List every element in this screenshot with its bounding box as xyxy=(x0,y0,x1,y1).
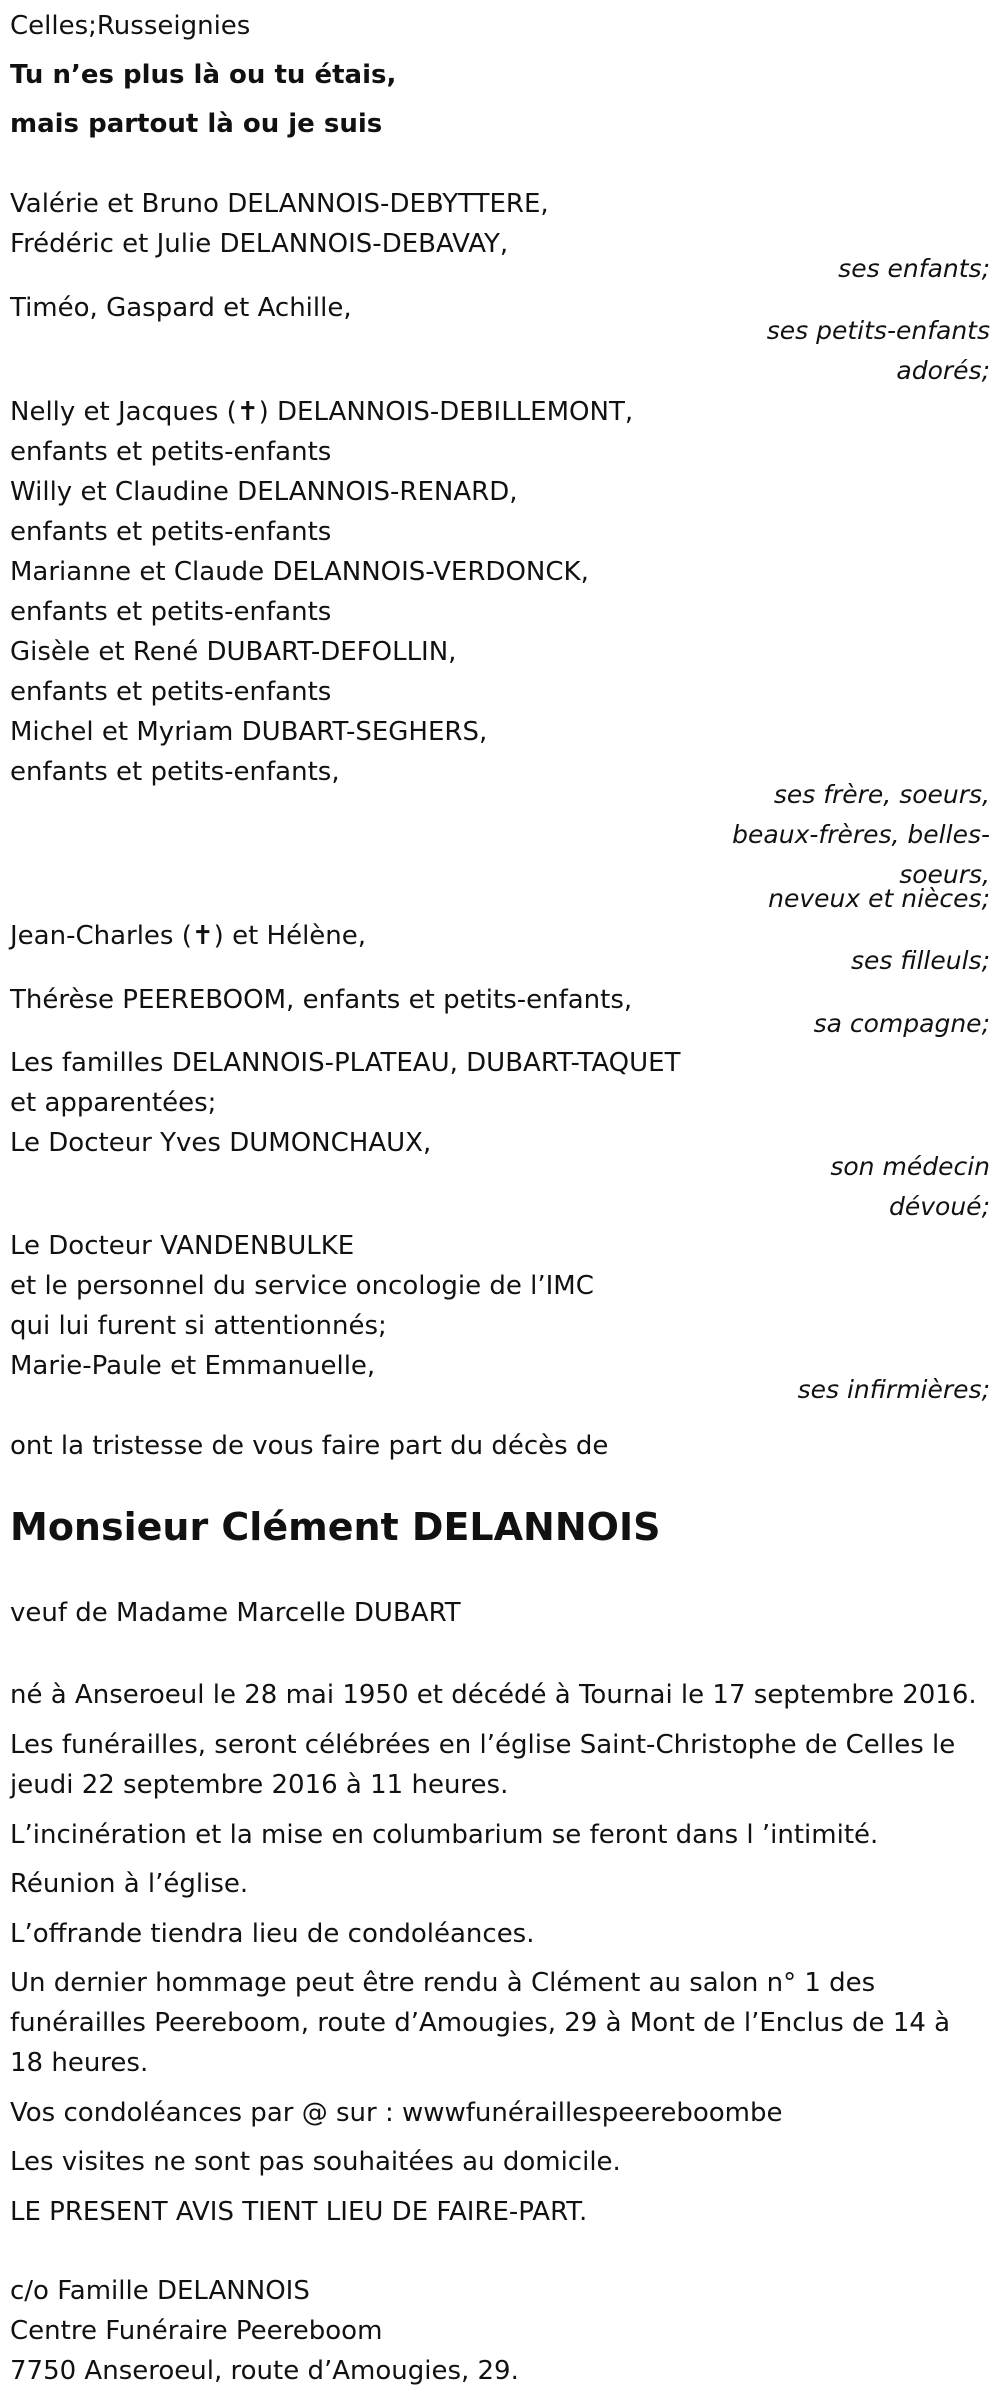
birth-death-line: né à Anseroeul le 28 mai 1950 et décédé à Tournai le 17 septembre 2016. xyxy=(10,1680,977,1710)
contact-line-2: Centre Funéraire Peereboom xyxy=(10,2316,383,2346)
nurses-line: Marie-Paule et Emmanuelle, xyxy=(10,1351,376,1381)
siblings-role-line-1: ses frère, soeurs, xyxy=(773,780,990,809)
quote-line-2: mais partout là ou je suis xyxy=(10,109,383,139)
doctor-role-line-2: dévoué; xyxy=(889,1192,990,1221)
siblings-line-9: Michel et Myriam DUBART-SEGHERS, xyxy=(10,717,488,747)
staff-line-3: qui lui furent si attentionnés; xyxy=(10,1311,387,1341)
visits-line: Les visites ne sont pas souhaitées au domicile. xyxy=(10,2147,621,2177)
homage-line-3: 18 heures. xyxy=(10,2048,149,2078)
homage-line-1: Un dernier hommage peut être rendu à Clément au salon n° 1 des xyxy=(10,1968,876,1998)
quote-line-1: Tu n’es plus là ou tu étais, xyxy=(10,60,397,90)
grandchildren-line: Timéo, Gaspard et Achille, xyxy=(10,293,352,323)
funeral-line-2: jeudi 22 septembre 2016 à 11 heures. xyxy=(10,1770,509,1800)
siblings-line-10: enfants et petits-enfants, xyxy=(10,757,340,787)
homage-line-2: funérailles Peereboom, route d’Amougies, 29 à Mont de l’Enclus de 14 à xyxy=(10,2008,951,2038)
companion-role: sa compagne; xyxy=(813,1009,990,1038)
children-line-2: Frédéric et Julie DELANNOIS-DEBAVAY, xyxy=(10,229,509,259)
nurses-role: ses infirmières; xyxy=(797,1375,990,1404)
deceased-name: Monsieur Clément DELANNOIS xyxy=(10,1505,661,1549)
children-line-1: Valérie et Bruno DELANNOIS-DEBYTTERE, xyxy=(10,189,549,219)
funeral-line-1: Les funérailles, seront célébrées en l’église Saint-Christophe de Celles le xyxy=(10,1730,956,1760)
widower-line: veuf de Madame Marcelle DUBART xyxy=(10,1598,461,1628)
godchildren-role: ses filleuls; xyxy=(850,946,990,975)
meeting-line: Réunion à l’église. xyxy=(10,1869,249,1899)
families-line-2: et apparentées; xyxy=(10,1088,217,1118)
godchildren-line: Jean-Charles (✝) et Hélène, xyxy=(10,921,367,951)
cremation-line: L’incinération et la mise en columbarium se feront dans l ’intimité. xyxy=(10,1820,879,1850)
staff-line-2: et le personnel du service oncologie de l’IMC xyxy=(10,1271,594,1301)
siblings-role-line-2: beaux-frères, belles- xyxy=(732,820,990,849)
families-line-1: Les familles DELANNOIS-PLATEAU, DUBART-TAQUET xyxy=(10,1048,681,1078)
grandchildren-role-line-1: ses petits-enfants xyxy=(766,316,990,345)
siblings-line-3: Willy et Claudine DELANNOIS-RENARD, xyxy=(10,477,518,507)
announcement-intro: ont la tristesse de vous faire part du décès de xyxy=(10,1431,609,1461)
condolences-line: Vos condoléances par @ sur : wwwfunéraillespeereboombe xyxy=(10,2098,783,2128)
siblings-line-2: enfants et petits-enfants xyxy=(10,437,332,467)
contact-line-1: c/o Famille DELANNOIS xyxy=(10,2276,310,2306)
offering-line: L’offrande tiendra lieu de condoléances. xyxy=(10,1919,535,1949)
staff-line-1: Le Docteur VANDENBULKE xyxy=(10,1231,355,1261)
notice-line: LE PRESENT AVIS TIENT LIEU DE FAIRE-PART. xyxy=(10,2197,588,2227)
siblings-line-4: enfants et petits-enfants xyxy=(10,517,332,547)
siblings-line-6: enfants et petits-enfants xyxy=(10,597,332,627)
siblings-role-line-4: neveux et nièces; xyxy=(768,884,990,913)
siblings-line-7: Gisèle et René DUBART-DEFOLLIN, xyxy=(10,637,457,667)
siblings-line-5: Marianne et Claude DELANNOIS-VERDONCK, xyxy=(10,557,589,587)
siblings-line-8: enfants et petits-enfants xyxy=(10,677,332,707)
doctor-role-line-1: son médecin xyxy=(830,1152,990,1181)
siblings-line-1: Nelly et Jacques (✝) DELANNOIS-DEBILLEMONT, xyxy=(10,397,634,427)
contact-line-3: 7750 Anseroeul, route d’Amougies, 29. xyxy=(10,2356,519,2386)
children-role: ses enfants; xyxy=(838,254,990,283)
siblings-role-line-3: soeurs, xyxy=(899,860,990,889)
doctor-line: Le Docteur Yves DUMONCHAUX, xyxy=(10,1128,432,1158)
companion-line: Thérèse PEEREBOOM, enfants et petits-enfants, xyxy=(10,985,633,1015)
location-text: Celles;Russeignies xyxy=(10,11,251,41)
grandchildren-role-line-2: adorés; xyxy=(896,356,990,385)
